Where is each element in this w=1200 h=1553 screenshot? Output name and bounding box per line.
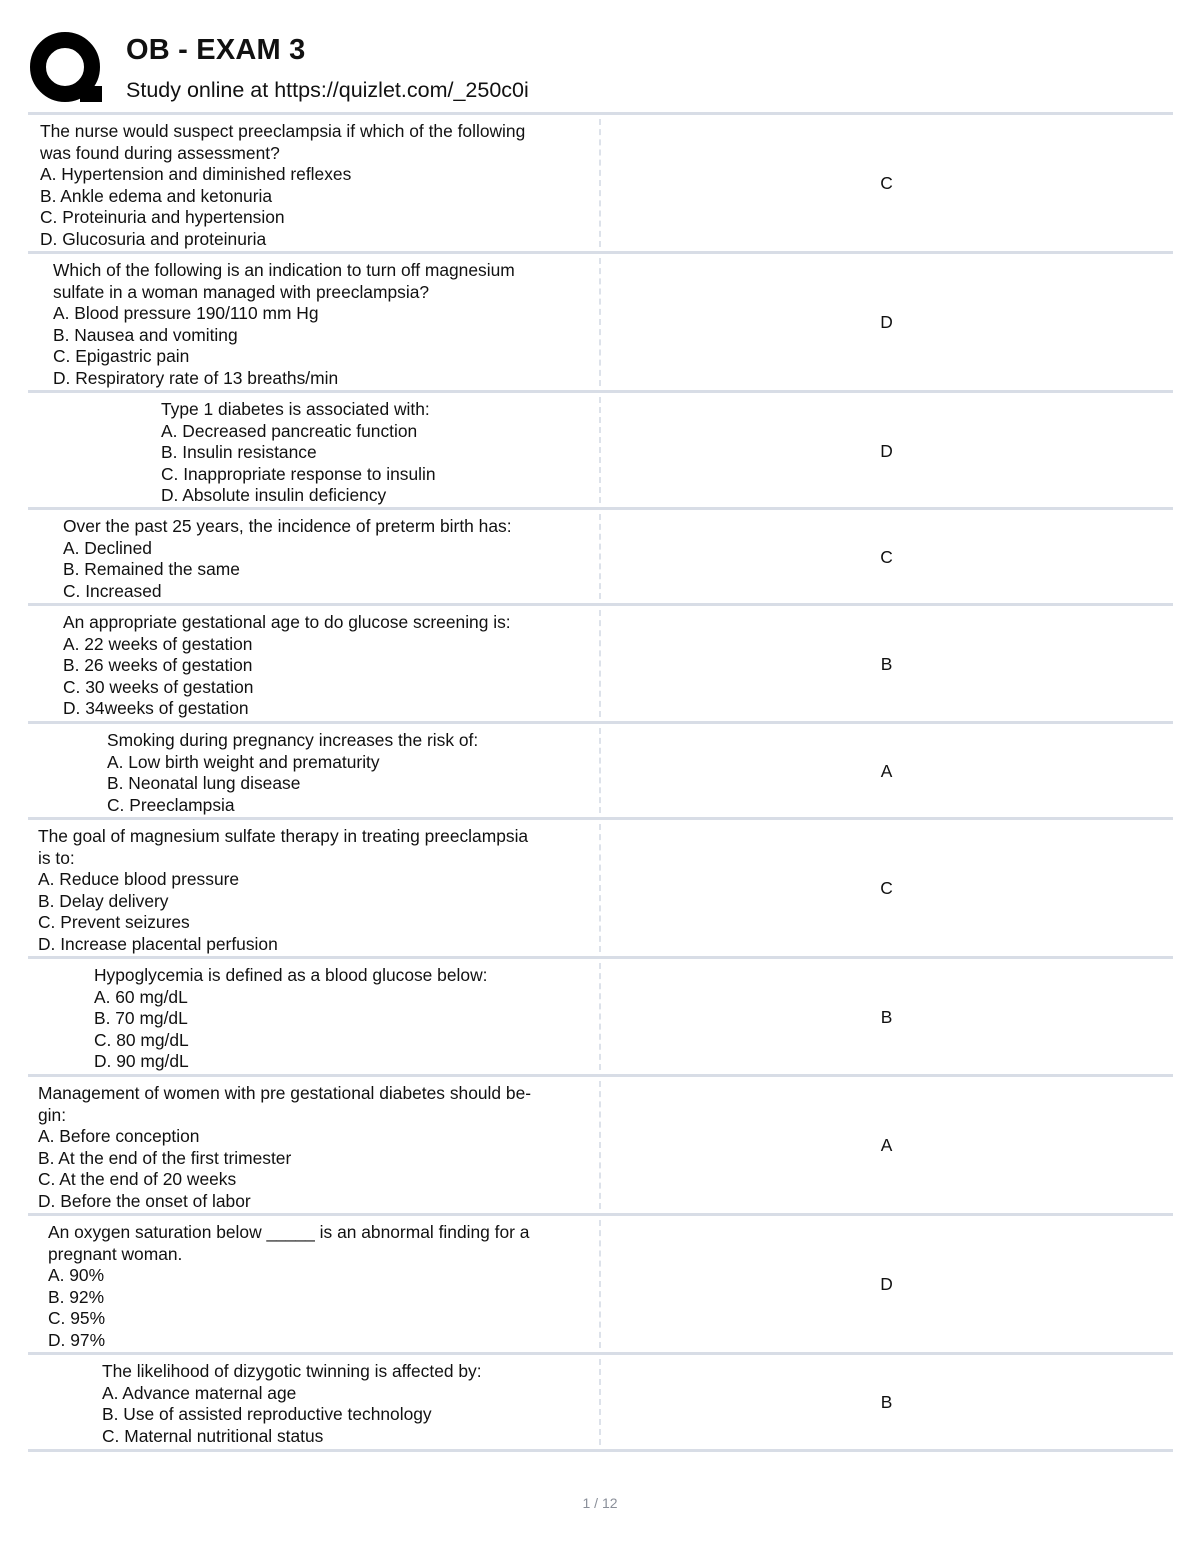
answer-text: C bbox=[880, 547, 893, 567]
flashcard bbox=[28, 1074, 1173, 1213]
answer-text: D bbox=[880, 1274, 893, 1294]
answer-text: B bbox=[880, 654, 893, 674]
quizlet-logo-icon bbox=[28, 30, 108, 110]
question-text: Smoking during pregnancy increases the risk of: A. Low birth weight and prematurity B. Neonatal lung disease C. Preeclampsia bbox=[107, 730, 479, 815]
question-text: The goal of magnesium sulfate therapy in treating preeclampsia is to: A. Reduce blood pressure B. Delay delivery C. Prevent seizures D. Increase placental perfusion bbox=[38, 826, 529, 954]
answer-text: A bbox=[880, 761, 893, 781]
answer-text: B bbox=[880, 1392, 893, 1412]
flashcard bbox=[28, 956, 1173, 1074]
question-text: An appropriate gestational age to do glucose screening is: A. 22 weeks of gestation B. 26 weeks of gestation C. 30 weeks of gestation D. 34weeks of gestation bbox=[63, 612, 511, 718]
question-text: An oxygen saturation below _____ is an abnormal finding for a pregnant woman. A. 90% B. 92% C. 95% D. 97% bbox=[48, 1222, 530, 1350]
answer-text: D bbox=[880, 441, 893, 461]
page-number: 1 / 12 bbox=[582, 1495, 618, 1511]
page-header bbox=[28, 30, 1178, 110]
flashcard bbox=[28, 112, 1173, 251]
flashcard bbox=[28, 817, 1173, 956]
question-text: The likelihood of dizygotic twinning is affected by: A. Advance maternal age B. Use of assisted reproductive technology C. Maternal nutritional status bbox=[102, 1361, 482, 1446]
answer-text: C bbox=[880, 878, 893, 898]
question-text: Over the past 25 years, the incidence of preterm birth has: A. Declined B. Remained the same C. Increased bbox=[63, 516, 512, 601]
question-text: Type 1 diabetes is associated with: A. Decreased pancreatic function B. Insulin resistance C. Inappropriate response to insulin D. Absolute insulin deficiency bbox=[161, 399, 436, 505]
answer-text: A bbox=[880, 1135, 893, 1155]
flashcard bbox=[28, 390, 1173, 507]
flashcard bbox=[28, 1213, 1173, 1352]
question-text: Which of the following is an indication to turn off magnesium sulfate in a woman managed with preeclampsia? A. Blood pressure 190/110 mm Hg B. Nausea and vomiting C. Epigastric pain D. Respiratory rate of 13 breaths/min bbox=[53, 260, 515, 388]
page-title: OB - EXAM 3 bbox=[126, 34, 306, 66]
flashcard bbox=[28, 251, 1173, 390]
flashcard bbox=[28, 1352, 1173, 1452]
answer-text: D bbox=[880, 312, 893, 332]
question-text: The nurse would suspect preeclampsia if which of the following was found during assessment? A. Hypertension and diminished reflexes B. Ankle edema and ketonuria C. Proteinuria and hypertension D. Glucosuria and proteinuria bbox=[40, 121, 526, 249]
flashcard bbox=[28, 603, 1173, 721]
answer-text: B bbox=[880, 1007, 893, 1027]
question-text: Management of women with pre gestational diabetes should be- gin: A. Before conception B. At the end of the first trimester C. At the end of 20 weeks D. Before the onset of labor bbox=[38, 1083, 532, 1211]
question-text: Hypoglycemia is defined as a blood glucose below: A. 60 mg/dL B. 70 mg/dL C. 80 mg/dL D. 90 mg/dL bbox=[94, 965, 488, 1071]
answer-text: C bbox=[880, 173, 893, 193]
flashcard bbox=[28, 721, 1173, 817]
study-online-link[interactable]: Study online at https://quizlet.com/_250c0i bbox=[126, 78, 529, 102]
flashcard bbox=[28, 507, 1173, 603]
